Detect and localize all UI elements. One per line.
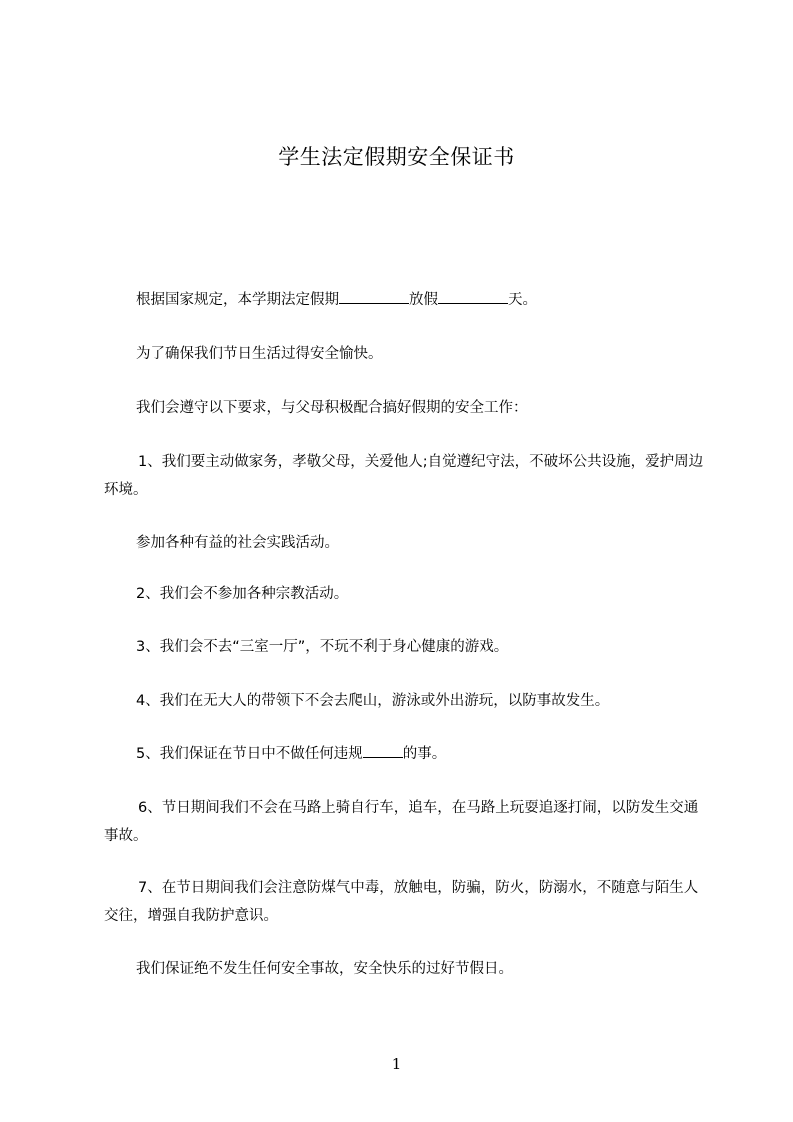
item5-text-2: 的事。: [402, 746, 447, 762]
closing-paragraph: 我们保证绝不发生任何安全事故，安全快乐的过好节假日。: [136, 961, 513, 977]
list-item-2: 2、我们会不参加各种宗教活动。: [136, 586, 349, 602]
page-number: 1: [391, 1055, 402, 1073]
item5-text-1: 5、我们保证在节日中不做任何违规: [136, 746, 363, 762]
holiday-days-blank[interactable]: [438, 289, 508, 304]
violation-blank[interactable]: [363, 743, 403, 758]
intro-text-3: 天。: [508, 292, 537, 308]
list-item-4: 4、我们在无大人的带领下不会去爬山，游泳或外出游玩，以防事故发生。: [136, 693, 610, 709]
paragraph-requirements: 我们会遵守以下要求，与父母积极配合搞好假期的安全工作：: [136, 400, 528, 416]
list-item-1: 1、我们要主动做家务，孝敬父母，关爱他人;自觉遵纪守法，不破坏公共设施，爱护周边环境。: [104, 454, 704, 498]
list-item-6: 6、节日期间我们不会在马路上骑自行车，追车，在马路上玩耍追逐打闹，以防发生交通事故。: [104, 800, 699, 844]
page-title: 学生法定假期安全保证书: [278, 145, 515, 169]
list-item-3: 3、我们会不去“三室一厅”，不玩不利于身心健康的游戏。: [136, 639, 509, 655]
intro-text-1: 根据国家规定，本学期法定假期: [136, 292, 339, 308]
list-item-7: 7、在节日期间我们会注意防煤气中毒，放触电，防骗，防火，防溺水，不随意与陌生人交往，增强自我防护意识。: [104, 880, 699, 924]
list-item-5: [104, 740, 704, 768]
holiday-date-blank[interactable]: [339, 289, 409, 304]
paragraph-purpose: 为了确保我们节日生活过得安全愉快。: [136, 346, 383, 362]
paragraph-activities: 参加各种有益的社会实践活动。: [136, 535, 339, 551]
intro-text-2: 放假: [409, 292, 438, 308]
intro-paragraph: [104, 286, 704, 314]
